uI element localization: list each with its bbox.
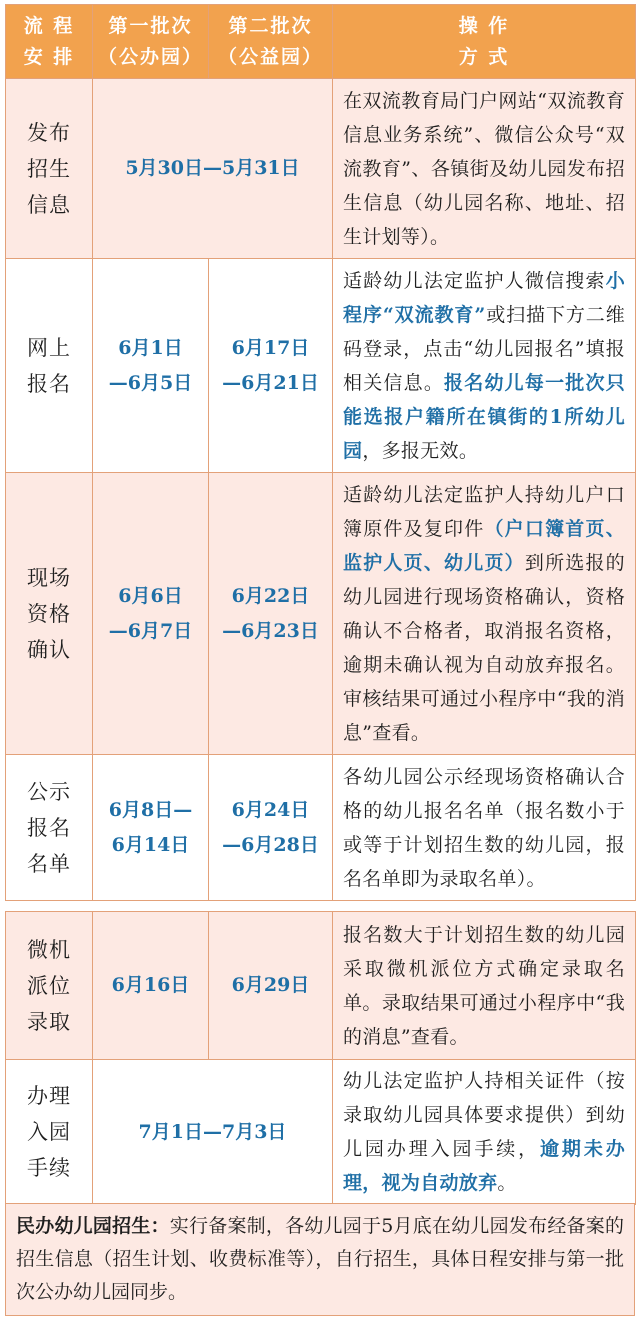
date-batch-2: 6月22日 —6月23日 [209, 473, 333, 755]
row-label: 现场 资格 确认 [6, 473, 93, 755]
table-row [6, 79, 636, 259]
method-description: 幼儿法定监护人持相关证件（按录取幼儿园具体要求提供）到幼儿园办理入园手续，逾期未办理，视为自动放弃。 [333, 1060, 636, 1205]
private-kindergarten-note [5, 1203, 635, 1316]
table-header-row [6, 5, 636, 79]
method-description: 各幼儿园公示经现场资格确认合格的幼儿报名名单（报名数小于或等于计划招生数的幼儿园，报名名单即为录取名单）。 [333, 755, 636, 901]
method-description: 在双流教育局门户网站“双流教育信息业务系统”、微信公众号“双流教育”、各镇街及幼儿园发布招生信息（幼儿园名称、地址、招生计划等）。 [333, 79, 636, 259]
row-label: 办理 入园 手续 [6, 1060, 93, 1205]
row-label: 公示 报名 名单 [6, 755, 93, 901]
required-pages: （户口簿首页、监护人页、幼儿页） [343, 517, 625, 574]
date-batch-1: 6月1日 —6月5日 [93, 259, 209, 473]
table-row [6, 259, 636, 473]
enrollment-schedule-table [5, 4, 636, 901]
row-label: 发布 招生 信息 [6, 79, 93, 259]
date-batch-2: 6月29日 [209, 912, 333, 1060]
method-description: 报名数大于计划招生数的幼儿园采取微机派位方式确定录取名单。录取结果可通过小程序中“我的消息”查看。 [333, 912, 636, 1060]
date-batch-1: 6月8日— 6月14日 [93, 755, 209, 901]
table-row [6, 755, 636, 901]
auto-forfeit-notice: 逾期未办理，视为自动放弃 [343, 1138, 626, 1194]
header-batch-1: 第一批次 （公办园） [93, 5, 209, 79]
registration-rule: 报名幼儿每一批次只能选报户籍所在镇街的1所幼儿园 [343, 371, 625, 462]
method-description: 适龄幼儿法定监护人持幼儿户口簿原件及复印件（户口簿首页、监护人页、幼儿页）到所选报的幼儿园进行现场资格确认，资格确认不合格者，取消报名资格，逾期未确认视为自动放弃报名。审核结果可通过小程序中“我的消息”查看。 [333, 473, 636, 755]
header-process: 流 程 安 排 [6, 5, 93, 79]
date-range-merged: 5月30日—5月31日 [93, 79, 333, 259]
mini-program-name: 小程序“双流教育” [343, 269, 625, 326]
row-label: 微机 派位 录取 [6, 912, 93, 1060]
date-batch-2: 6月17日 —6月21日 [209, 259, 333, 473]
header-batch-2: 第二批次 （公益园） [209, 5, 333, 79]
table-row [6, 473, 636, 755]
method-description: 适龄幼儿法定监护人微信搜索小程序“双流教育”或扫描下方二维码登录，点击“幼儿园报名”填报相关信息。报名幼儿每一批次只能选报户籍所在镇街的1所幼儿园，多报无效。 [333, 259, 636, 473]
row-label: 网上 报名 [6, 259, 93, 473]
note-lead: 民办幼儿园招生： [16, 1215, 170, 1237]
table-row [6, 1060, 636, 1205]
enrollment-schedule-table-continued [5, 911, 636, 1205]
date-batch-1: 6月6日 —6月7日 [93, 473, 209, 755]
date-batch-2: 6月24日 —6月28日 [209, 755, 333, 901]
date-range-merged: 7月1日—7月3日 [93, 1060, 333, 1205]
date-batch-1: 6月16日 [93, 912, 209, 1060]
note-text: 实行备案制，各幼儿园于5月底在幼儿园发布经备案的招生信息（招生计划、收费标准等），自行招生，具体日程安排与第一批次公办幼儿园同步。 [16, 1215, 624, 1303]
header-method: 操 作 方 式 [333, 5, 636, 79]
table-row [6, 912, 636, 1060]
